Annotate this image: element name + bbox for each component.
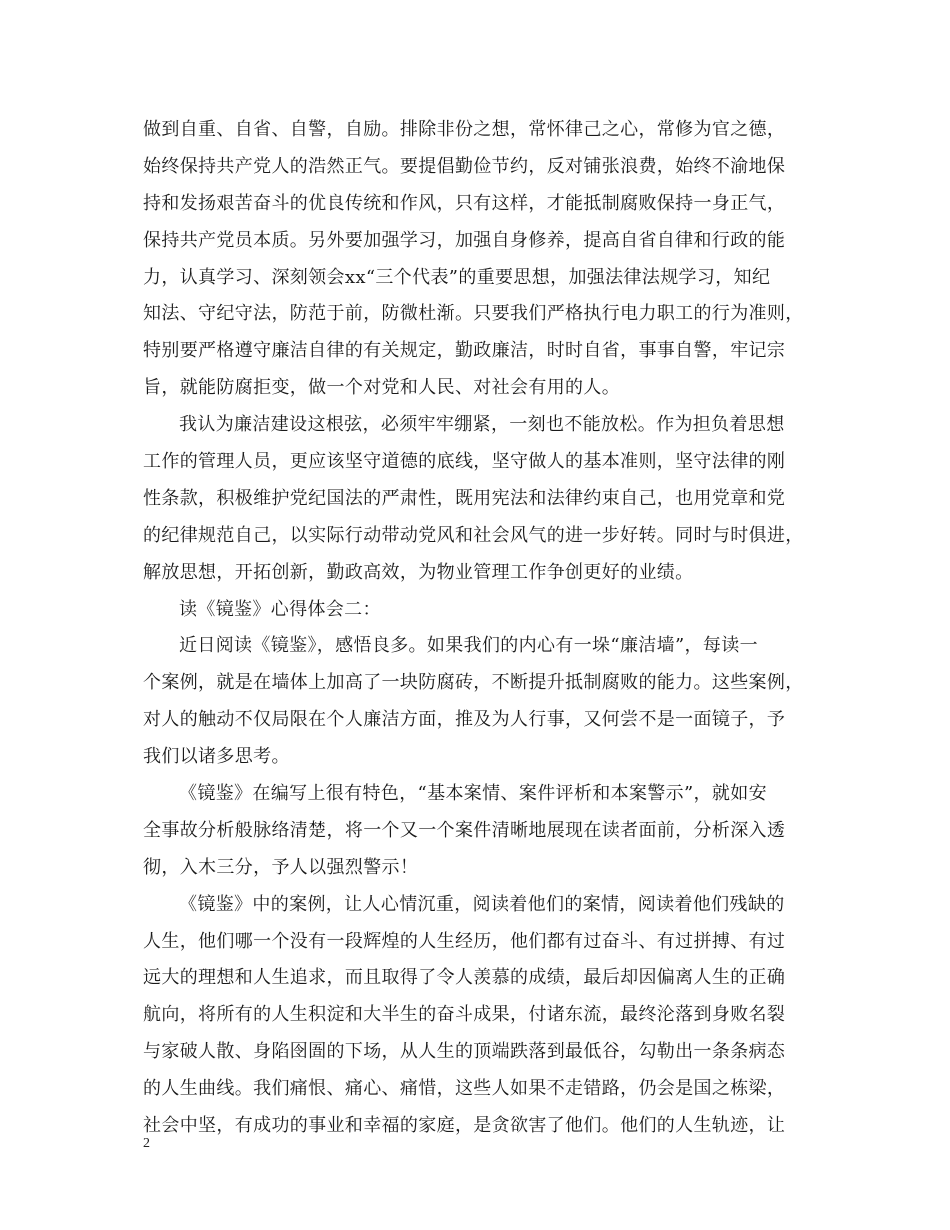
text-line: 彻，入木三分，予人以强烈警示！ bbox=[143, 856, 419, 878]
paragraph-first-line: 我认为廉洁建设这根弦，必须牢牢绷紧，一刻也不能放松。作为担负着思想 bbox=[179, 414, 785, 436]
text-line: 保持共产党员本质。另外要加强学习，加强自身修养，提高自省自律和行政的能 bbox=[143, 229, 786, 251]
text-line: 力，认真学习、深刻领会xx“三个代表”的重要思想，加强法律法规学习，知纪 bbox=[143, 266, 771, 288]
text-line: 与家破人散、身陷囹圄的下场，从人生的顶端跌落到最低谷，勾勒出一条条病态 bbox=[143, 1041, 786, 1063]
text-line: 性条款，积极维护党纪国法的严肃性，既用宪法和法律约束自己，也用党章和党 bbox=[143, 487, 786, 509]
text-line: 的纪律规范自己，以实际行动带动党风和社会风气的进一步好转。同时与时俱进， bbox=[143, 524, 804, 546]
text-line: 社会中坚，有成功的事业和幸福的家庭，是贪欲害了他们。他们的人生轨迹，让 bbox=[143, 1115, 786, 1137]
text-line: 特别要严格遵守廉洁自律的有关规定，勤政廉洁，时时自省，事事自警，牢记宗 bbox=[143, 340, 786, 362]
text-line: 旨，就能防腐拒变，做一个对党和人民、对社会有用的人。 bbox=[143, 377, 621, 399]
document-body bbox=[143, 112, 823, 1145]
text-line: 的人生曲线。我们痛恨、痛心、痛惜，这些人如果不走错路，仍会是国之栋梁， bbox=[143, 1078, 786, 1100]
text-line: 解放思想，开拓创新，勤政高效，为物业管理工作争创更好的业绩。 bbox=[143, 561, 694, 583]
text-line: 对人的触动不仅局限在个人廉洁方面，推及为人行事，又何尝不是一面镜子，予 bbox=[143, 709, 786, 731]
text-line: 始终保持共产党人的浩然正气。要提倡勤俭节约，反对铺张浪费，始终不渝地保 bbox=[143, 155, 786, 177]
text-line: 我们以诸多思考。 bbox=[143, 746, 290, 768]
paragraph-first-line: 近日阅读《镜鉴》，感悟良多。如果我们的内心有一垛“廉洁墙”，每读一 bbox=[179, 635, 758, 657]
text-line: 工作的管理人员，更应该坚守道德的底线，坚守做人的基本准则，坚守法律的刚 bbox=[143, 451, 786, 473]
text-line: 远大的理想和人生追求，而且取得了令人羡慕的成绩，最后却因偏离人生的正确 bbox=[143, 967, 786, 989]
text-line: 持和发扬艰苦奋斗的优良传统和作风，只有这样，才能抵制腐败保持一身正气， bbox=[143, 192, 786, 214]
section-heading: 读《镜鉴》心得体会二： bbox=[179, 598, 381, 620]
page-number: 2 bbox=[143, 1136, 150, 1151]
text-line: 航向，将所有的人生积淀和大半生的奋斗成果，付诸东流，最终沦落到身败名裂 bbox=[143, 1004, 786, 1026]
text-line: 个案例，就是在墙体上加高了一块防腐砖，不断提升抵制腐败的能力。这些案例， bbox=[143, 672, 804, 694]
text-line: 做到自重、自省、自警，自励。排除非份之想，常怀律己之心，常修为官之德， bbox=[143, 119, 786, 140]
text-line: 全事故分析般脉络清楚，将一个又一个案件清晰地展现在读者面前，分析深入透 bbox=[143, 819, 786, 841]
paragraph-first-line: 《镜鉴》在编写上很有特色，“基本案情、案件评析和本案警示”，就如安 bbox=[179, 783, 767, 805]
text-line: 人生，他们哪一个没有一段辉煌的人生经历，他们都有过奋斗、有过拼搏、有过 bbox=[143, 930, 786, 952]
paragraph-first-line: 《镜鉴》中的案例，让人心情沉重，阅读着他们的案情，阅读着他们残缺的 bbox=[179, 893, 785, 915]
text-line: 知法、守纪守法，防范于前，防微杜渐。只要我们严格执行电力职工的行为准则， bbox=[143, 303, 804, 325]
